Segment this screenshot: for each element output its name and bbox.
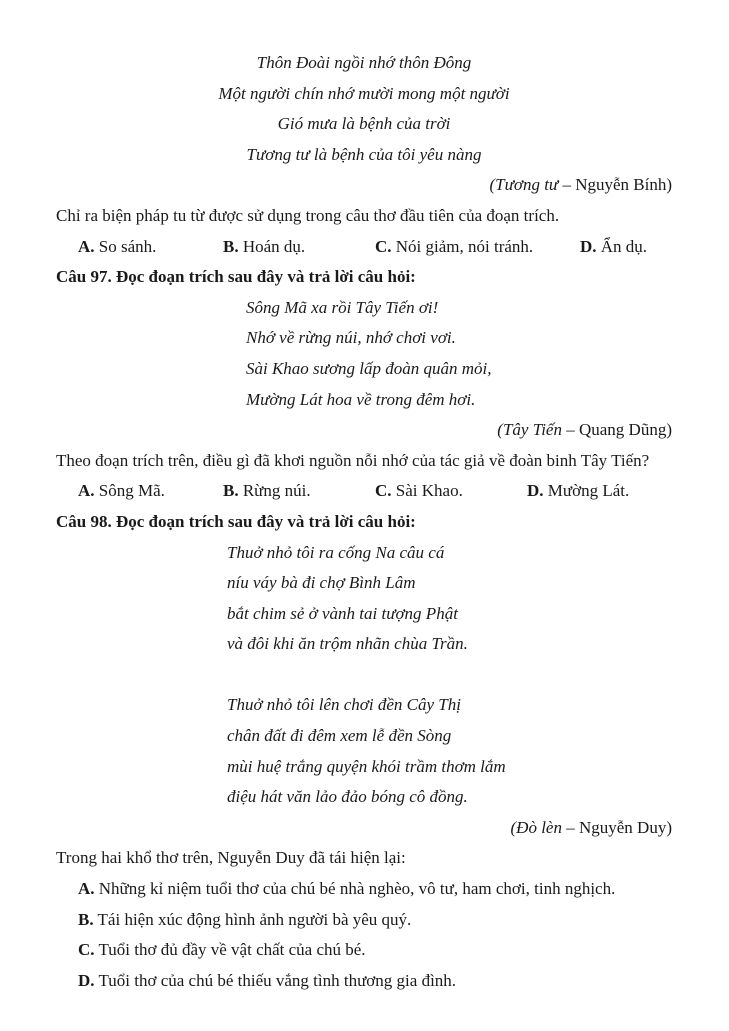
option-a (56, 874, 672, 905)
blank-line (56, 660, 672, 691)
option-label: C. (375, 236, 392, 256)
poem-line: Nhớ về rừng núi, nhớ chơi vơi. (246, 328, 456, 348)
option-text: So sánh. (98, 236, 157, 256)
option-text: Tuổi thơ đủ đầy về vật chất của chú bé. (98, 940, 366, 960)
poem-line: chân đất đi đêm xem lễ đền Sòng (227, 726, 452, 746)
option-a (78, 232, 223, 263)
option-text: Rừng núi. (242, 481, 311, 501)
option-label: D. (78, 970, 95, 990)
poem-attribution (56, 170, 672, 201)
attribution-work: (Tương tư (489, 175, 563, 195)
attribution-author: – Nguyễn Bính) (562, 175, 672, 195)
question-text: Chỉ ra biện pháp tu từ được sử dụng trong câu thơ đầu tiên của đoạn trích. (56, 205, 560, 225)
option-b (223, 232, 375, 263)
poem-attribution (56, 415, 672, 446)
options-row (56, 476, 672, 507)
attribution-author: – Nguyễn Duy) (566, 817, 672, 837)
question-header: Câu 98. Đọc đoạn trích sau đây và trả lời câu hỏi: (56, 511, 416, 531)
option-d (56, 966, 672, 997)
poem-line: Mường Lát hoa về trong đêm hơi. (246, 389, 476, 409)
option-label: C. (375, 481, 392, 501)
poem-line: Sông Mã xa rồi Tây Tiến ơi! (246, 297, 439, 317)
poem-line: Một người chín nhớ mười mong một người (218, 83, 510, 103)
option-text: Tái hiện xúc động hình ảnh người bà yêu quý. (97, 909, 412, 929)
option-label: A. (78, 879, 95, 899)
option-text: Hoán dụ. (242, 236, 306, 256)
options-row (56, 232, 672, 263)
option-d (580, 232, 647, 263)
question-header: Câu 97. Đọc đoạn trích sau đây và trả lời câu hỏi: (56, 267, 416, 287)
option-b (56, 905, 672, 936)
option-label: B. (223, 236, 239, 256)
poem-line: Gió mưa là bệnh của trời (277, 114, 451, 134)
option-c (375, 476, 527, 507)
option-d (527, 476, 629, 507)
attribution-work: (Đò lèn (510, 817, 567, 837)
option-text: Sài Khao. (395, 481, 463, 501)
option-text: Sông Mã. (98, 481, 165, 501)
option-text: Mường Lát. (547, 481, 630, 501)
attribution-work: (Tây Tiến (497, 420, 567, 440)
poem-attribution (56, 813, 672, 844)
option-label: D. (527, 481, 544, 501)
option-c (375, 232, 580, 263)
poem-line: Thuở nhỏ tôi lên chơi đền Cây Thị (227, 695, 461, 715)
poem-line: Thuở nhỏ tôi ra cống Na câu cá (227, 542, 445, 562)
poem-line: điệu hát văn lảo đảo bóng cô đồng. (227, 787, 468, 807)
option-c (56, 935, 672, 966)
option-text: Những kỉ niệm tuổi thơ của chú bé nhà nghèo, vô tư, ham chơi, tinh nghịch. (98, 879, 616, 899)
option-label: B. (223, 481, 239, 501)
poem-line: Sài Khao sương lấp đoàn quân mỏi, (246, 358, 492, 378)
option-label: B. (78, 909, 94, 929)
poem-line: Tương tư là bệnh của tôi yêu nàng (246, 144, 482, 164)
poem-line: Thôn Đoài ngồi nhớ thôn Đông (256, 53, 472, 72)
option-text: Ẩn dụ. (600, 236, 648, 256)
option-b (223, 476, 375, 507)
option-text: Tuổi thơ của chú bé thiếu vắng tình thương gia đình. (98, 970, 457, 990)
option-label: D. (580, 236, 597, 256)
option-label: C. (78, 940, 95, 960)
option-text: Nói giảm, nói tránh. (395, 236, 534, 256)
option-label: A. (78, 481, 95, 501)
poem-line: mùi huệ trắng quyện khói trầm thơm lắm (227, 756, 506, 776)
question-text: Trong hai khổ thơ trên, Nguyễn Duy đã tái hiện lại: (56, 848, 406, 868)
question-text: Theo đoạn trích trên, điều gì đã khơi nguồn nỗi nhớ của tác giả về đoàn binh Tây Tiến? (56, 450, 650, 470)
option-label: A. (78, 236, 95, 256)
option-a (78, 476, 223, 507)
poem-line: và đôi khi ăn trộm nhãn chùa Trần. (227, 634, 468, 654)
poem-line: níu váy bà đi chợ Bình Lâm (227, 573, 416, 593)
poem-line: bắt chim sẻ ở vành tai tượng Phật (227, 603, 458, 623)
attribution-author: – Quang Dũng) (566, 420, 672, 440)
